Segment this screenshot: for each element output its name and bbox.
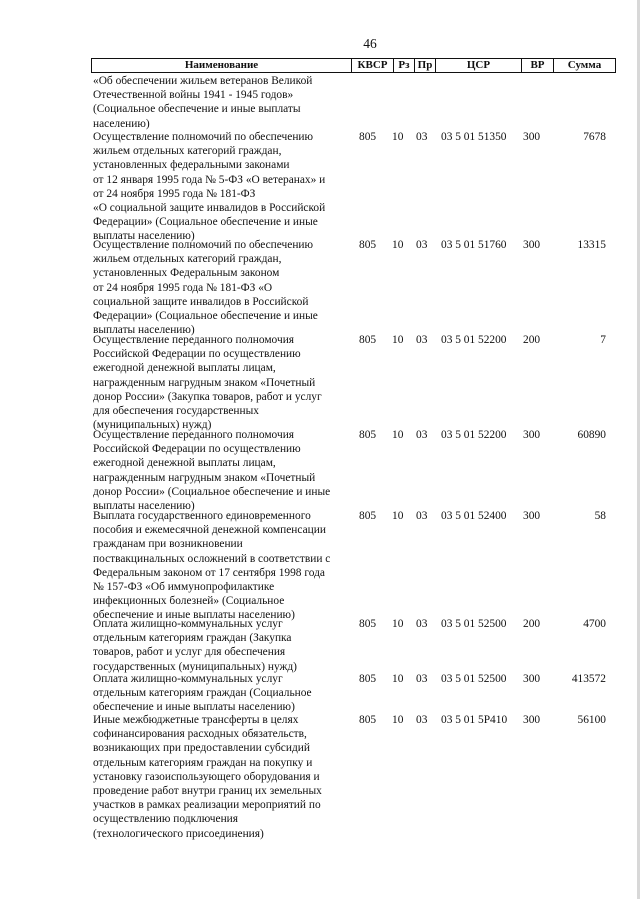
row-sum: 4700 [583,618,606,630]
table-header [91,58,616,73]
row-sum: 13315 [577,239,606,251]
header-vr: ВР [521,59,553,72]
row-sum: 7678 [583,131,606,143]
page-number: 46 [363,36,377,51]
row-kvsr: 805 [359,334,377,346]
row-pr: 03 [416,673,428,685]
row-name: Осуществление полномочий по обеспечению жильем отдельных категорий граждан, установленных Федеральным законом от 24 ноября 1995 года № 181-ФЗ «О социальной защите инвалидов в Российской Федерации» (Социальное обеспечение и иные выплаты населению) [93,239,318,337]
row-pr: 03 [416,334,428,346]
row-name: Осуществление переданного полномочия Российской Федерации по осуществлению ежегодной денежной выплаты лицам, награжденным нагрудным знаком «Почетный донор России» (Социальное обеспечение и иные выплаты населению) [93,429,331,513]
row-rz: 10 [392,618,404,630]
row-name: Осуществление переданного полномочия Российской Федерации по осуществлению ежегодной денежной выплаты лицам, награжденным нагрудным знаком «Почетный донор России» (Закупка товаров, работ и услуг для обеспечения государственных (муниципальных) нужд) [93,334,322,432]
row-sum: 58 [594,510,606,522]
row-rz: 10 [392,239,404,251]
row-sum: 60890 [577,429,606,441]
row-sum: 56100 [577,714,606,726]
row-kvsr: 805 [359,673,377,685]
row-pr: 03 [416,714,428,726]
row-rz: 10 [392,334,404,346]
row-pr: 03 [416,429,428,441]
row-pr: 03 [416,131,428,143]
row-vr: 300 [523,673,541,685]
row-csr: 03 5 01 5Р410 [441,714,508,726]
row-kvsr: 805 [359,714,377,726]
row-vr: 300 [523,429,541,441]
row-csr: 03 5 01 52200 [441,334,507,346]
row-rz: 10 [392,510,404,522]
row-csr: 03 5 01 52200 [441,429,507,441]
header-name: Наименование [184,59,259,71]
row-rz: 10 [392,673,404,685]
row-kvsr: 805 [359,429,377,441]
row-pr: 03 [416,510,428,522]
row-csr: 03 5 01 52500 [441,673,507,685]
row-name: Оплата жилищно-коммунальных услуг отдельным категориям граждан (Социальное обеспечение и иные выплаты населению) [93,673,312,714]
row-name: «Об обеспечении жильем ветеранов Великой Отечественной войны 1941 - 1945 годов» (Социальное обеспечение и иные выплаты населению) [93,75,313,130]
row-kvsr: 805 [359,510,377,522]
row-csr: 03 5 01 51760 [441,239,507,251]
header-csr: ЦСР [435,59,521,72]
row-name: Выплата государственного единовременного пособия и ежемесячной денежной компенсации гражданам при возникновении поствакцинальных осложнений в соответствии с Федеральным законом от 17 сентября 1998 года № 157-ФЗ «Об иммунопрофилактике инфекционных болезней» (Социальное обеспечение и иные выплаты населению) [93,510,331,622]
row-sum: 413572 [571,673,606,685]
row-kvsr: 805 [359,131,377,143]
row-kvsr: 805 [359,239,377,251]
row-csr: 03 5 01 52400 [441,510,507,522]
row-vr: 300 [523,510,541,522]
row-csr: 03 5 01 52500 [441,618,507,630]
row-sum: 7 [600,334,606,346]
row-pr: 03 [416,239,428,251]
row-rz: 10 [392,429,404,441]
row-csr: 03 5 01 51350 [441,131,507,143]
row-kvsr: 805 [359,618,377,630]
header-rz: Рз [393,59,414,72]
row-vr: 200 [523,618,541,630]
row-vr: 300 [523,239,541,251]
row-name: Иные межбюджетные трансферты в целях софинансирования расходных обязательств, возникающих при предоставлении субсидий отдельным категориям граждан на покупку и установку газоиспользующего оборудования и проведение работ внутри границ их земельных участков в рамках реализации мероприятий по осуществлению подключения (технологического присоединения) [93,714,322,840]
row-vr: 300 [523,714,541,726]
row-rz: 10 [392,714,404,726]
header-kvsr: КВСР [351,59,393,72]
row-vr: 300 [523,131,541,143]
header-pr: Пр [414,59,435,72]
header-sum: Сумма [553,59,615,72]
row-pr: 03 [416,618,428,630]
row-rz: 10 [392,131,404,143]
row-name: Осуществление полномочий по обеспечению жильем отдельных категорий граждан, установленных федеральными законами от 12 января 1995 года № 5-ФЗ «О ветеранах» и от 24 ноября 1995 года № 181-ФЗ «О социальной защите инвалидов в Российской Федерации» (Социальное обеспечение и иные выплаты населению) [93,131,326,243]
row-name: Оплата жилищно-коммунальных услуг отдельным категориям граждан (Закупка товаров, работ и услуг для обеспечения государственных (муниципальных) нужд) [93,618,297,673]
row-vr: 200 [523,334,541,346]
